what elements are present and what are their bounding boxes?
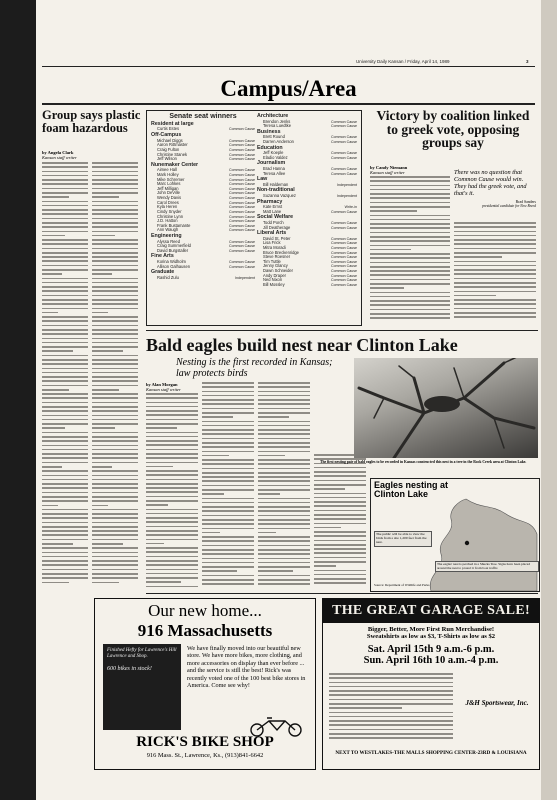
- senate-name: Matt Lane: [263, 208, 282, 214]
- senate-name: Michael Diggs: [157, 137, 183, 143]
- header-rule: [42, 66, 535, 67]
- bike-shop-address: 916 Mass. St., Lawrence, Ks., (913)841-6642: [146, 752, 264, 759]
- eagle-nest-photo: [354, 358, 538, 458]
- senate-name: David Burgstaller: [157, 247, 189, 253]
- senate-category: Pharmacy: [257, 198, 283, 205]
- senate-name: Teresa Luedtke: [263, 123, 291, 129]
- senate-name: Andy Draper: [263, 272, 286, 278]
- garage-date1: Sat. April 15th 9 a.m.-6 p.m.: [367, 644, 495, 655]
- senate-party: Common Cause: [331, 236, 357, 241]
- senate-category: Non-traditional: [257, 187, 295, 194]
- senate-name: Jeff Milligan: [157, 185, 179, 191]
- senate-party: Common Cause: [229, 205, 255, 210]
- senate-row: [257, 194, 357, 199]
- senate-party: Common Cause: [331, 241, 357, 246]
- garage-tag1: Bigger, Better, More First Run Merchandise!: [367, 626, 495, 633]
- senate-party: Common Cause: [229, 248, 255, 253]
- victory-pullquote: [454, 170, 536, 208]
- senate-name: Korina Widholm: [157, 259, 186, 265]
- senate-name: Brendon Jenks: [263, 118, 291, 124]
- senate-party: Common Cause: [331, 220, 357, 225]
- senate-party: Common Cause: [229, 182, 255, 187]
- senate-name: Carol Drees: [157, 199, 179, 205]
- ads-top-rule: [146, 593, 538, 594]
- senate-party: Common Cause: [229, 127, 255, 132]
- senate-party: Common Cause: [331, 119, 357, 124]
- eagle-body-col4: [314, 454, 366, 591]
- pullquote-name: Brad Sanders: [515, 199, 536, 204]
- senate-party: Common Cause: [229, 172, 255, 177]
- senate-party: Common Cause: [229, 147, 255, 152]
- senate-name: Brad Hanna: [263, 165, 285, 171]
- senate-name: Todd Porch: [263, 219, 284, 225]
- senate-party: Common Cause: [331, 273, 357, 278]
- senate-name: Bruce Breckenridge: [263, 249, 299, 255]
- senate-party: Common Cause: [229, 157, 255, 162]
- senate-name: Mitra Moradi: [263, 244, 286, 250]
- garage-sale-ad: [322, 598, 540, 770]
- senate-row: [151, 276, 255, 281]
- bike-flyer-sub: 600 bikes in stock!: [107, 665, 152, 672]
- senate-name: John DeVille: [157, 190, 180, 196]
- senate-name: David St. Peter: [263, 235, 291, 241]
- victory-body-col1: [370, 176, 450, 324]
- senate-name: Ned Nixon: [263, 277, 283, 283]
- senate-name: Tim Tuttle: [263, 258, 281, 264]
- eagle-byline: by Alan Morgan Kansan staff writer: [146, 382, 181, 393]
- senate-name: Craig Summerfield: [157, 243, 191, 249]
- senate-party: Common Cause: [229, 228, 255, 233]
- senate-row: [257, 172, 357, 177]
- senate-name: Suzanna Vazquez: [263, 192, 296, 198]
- senate-name: Christine Lynn: [157, 213, 184, 219]
- senate-name: Jill Deatherage: [263, 224, 291, 230]
- senate-party: Common Cause: [229, 200, 255, 205]
- senate-name: Marc Lohkes: [157, 181, 181, 187]
- map-title: Eagles nesting at Clinton Lake: [374, 480, 449, 500]
- garage-brand: J&H Sportswear, Inc.: [465, 699, 529, 707]
- page-edge: [541, 0, 557, 800]
- senate-party: Common Cause: [229, 152, 255, 157]
- senate-category: Fine Arts: [151, 253, 174, 260]
- map-note-viewing: The public will be able to view the birds from a site 1,200 feet from the nest.: [374, 531, 432, 547]
- eagle-map: [370, 478, 540, 592]
- section-title: Campus/Area: [220, 76, 357, 101]
- group-body-col2: [92, 162, 138, 590]
- senate-party: Common Cause: [331, 209, 357, 214]
- senate-name: Steve Roesner: [263, 254, 291, 260]
- senate-name: Christine Stanek: [157, 151, 188, 157]
- garage-body: [329, 673, 453, 743]
- senate-party: Write-in: [344, 205, 357, 210]
- bike-ad-headline1: Our new home...: [148, 601, 262, 620]
- senate-party: Common Cause: [331, 135, 357, 140]
- eagle-headline: Bald eagles build nest near Clinton Lake: [146, 335, 458, 355]
- pullquote-role: presidential candidate for New Breed: [482, 203, 536, 208]
- senate-category: Law: [257, 176, 268, 183]
- senate-name: Kate Ernst: [263, 204, 283, 210]
- garage-footer: NEXT TO WESTLAKES-THE MALLS SHOPPING CENTER-23RD & LOUISIANA: [335, 750, 527, 756]
- senate-category: Off-Campus: [151, 132, 182, 139]
- senate-row: [257, 283, 357, 288]
- senate-name: Allison Galhausen: [157, 263, 190, 269]
- senate-name: Alyssa Reed: [157, 238, 180, 244]
- senate-name: Darren Anderson: [263, 138, 294, 144]
- senate-party: Common Cause: [331, 264, 357, 269]
- senate-party: Common Cause: [331, 171, 357, 176]
- senate-party: Common Cause: [229, 209, 255, 214]
- senate-party: Common Cause: [331, 124, 357, 129]
- senate-category: Nunemaker Center: [151, 161, 199, 168]
- senate-party: Common Cause: [229, 143, 255, 148]
- senate-party: Independent: [235, 275, 255, 280]
- senate-name: Mike Schremer: [157, 176, 185, 182]
- senate-party: Common Cause: [331, 166, 357, 171]
- senate-name: Rashid Zulu: [157, 274, 179, 280]
- bike-ad-body: We have finally moved into our beautiful new store. We have more bikes, more clothing, and more accessories on display than ever before ... and the service is still the best! Rick's was recently voted one of the 100 best bike stores in America. Come see why!: [187, 645, 306, 690]
- pullquote-text: There was no question that Common Cause would win. They had the greek vote, and that's it.: [454, 169, 527, 197]
- senate-party: Common Cause: [229, 244, 255, 249]
- senate-party: Common Cause: [331, 139, 357, 144]
- senate-left-col: [151, 113, 255, 280]
- victory-byline: by Candy Niemann Kansan staff writer: [370, 165, 408, 176]
- senate-name: Teresa Allee: [263, 170, 286, 176]
- bike-ad-headline2: 916 Massachusetts: [137, 621, 273, 640]
- senate-name: J.D. Hatton: [157, 218, 178, 224]
- paper-info: University Daily Kansan / Friday, April 14, 1989: [356, 59, 450, 64]
- senate-name: Aaron Rittmaster: [157, 142, 188, 148]
- senate-category: Business: [257, 128, 281, 135]
- senate-category: Engineering: [151, 233, 182, 240]
- senate-party: Common Cause: [331, 151, 357, 156]
- eagle-photo-caption: The first nesting pair of bald eagles to be recorded in Kansas constructed this nest in a tree in the Rock Creek area at Clinton Lake.: [320, 460, 527, 464]
- senate-name: Cindy Snyder: [157, 208, 182, 214]
- group-headline: Group says plastic foam hazardous: [42, 108, 141, 135]
- senate-party: Common Cause: [229, 168, 255, 173]
- senate-category: Liberal Arts: [257, 230, 287, 237]
- map-source: Source: Department of Wildlife and Parks: [374, 583, 430, 587]
- garage-tag2: Sweatshirts as low as $3, T-Shirts as low as $2: [366, 633, 496, 640]
- senate-category: Journalism: [257, 160, 286, 167]
- senate-party: Common Cause: [229, 260, 255, 265]
- senate-category: Graduate: [151, 269, 175, 276]
- senate-name: Eladio Valdez: [263, 154, 288, 160]
- senate-party: Common Cause: [331, 225, 357, 230]
- eagle-body-col2: [202, 382, 254, 591]
- senate-name: Jenny Glancy: [263, 263, 288, 269]
- senate-party: Common Cause: [331, 250, 357, 255]
- senate-right-col: [257, 113, 357, 288]
- eagle-deck: Nesting is the first recorded in Kansas; law protects birds: [176, 357, 333, 379]
- senate-title: Senate seat winners: [169, 113, 237, 120]
- eagle-top-rule: [146, 330, 538, 331]
- senate-party: Common Cause: [229, 191, 255, 196]
- senate-party: Common Cause: [229, 264, 255, 269]
- group-byline: by Angela Clark Kansan staff writer: [42, 150, 77, 161]
- map-note-nest: The eagles' nest is perched in a Shucks Tree. Signs have been placed around the nest to protect it from boat traffic.: [435, 561, 539, 572]
- senate-name: Mark Holley: [157, 171, 179, 177]
- garage-date2: Sun. April 16th 10 a.m.-4 p.m.: [363, 655, 499, 666]
- eagle-body-col1: [146, 393, 198, 591]
- senate-name: Brett Round: [263, 134, 285, 140]
- senate-party: Common Cause: [331, 245, 357, 250]
- senate-category: Resident at large: [151, 120, 194, 127]
- senate-name: Aimee Hall: [157, 167, 177, 173]
- senate-category: Education: [257, 144, 283, 151]
- senate-name: Kyla Heren: [157, 204, 178, 210]
- page-number: 3: [526, 59, 529, 64]
- senate-party: Common Cause: [229, 239, 255, 244]
- senate-name: Lisa Frick: [263, 240, 281, 246]
- senate-party: Common Cause: [229, 186, 255, 191]
- victory-headline: Victory by coalition linked to greek vote, opposing groups say: [376, 108, 530, 150]
- senate-name: Frank Bustamante: [157, 222, 191, 228]
- senate-party: Common Cause: [229, 196, 255, 201]
- senate-party: Common Cause: [229, 214, 255, 219]
- newspaper-page: [36, 0, 541, 800]
- section-rule: [42, 103, 535, 105]
- senate-box: [146, 110, 362, 326]
- garage-headline: THE GREAT GARAGE SALE!: [323, 599, 539, 623]
- senate-name: Jeff Wilson: [157, 156, 177, 162]
- senate-category: Architecture: [257, 113, 289, 119]
- bike-flyer-text: Finished Hefty for Lawrence's Hill Lawrence and Shop.: [107, 648, 177, 659]
- senate-party: Common Cause: [229, 138, 255, 143]
- senate-party: Independent: [337, 193, 357, 198]
- senate-party: Common Cause: [331, 255, 357, 260]
- senate-name: Wendy Davis: [157, 195, 182, 201]
- senate-party: Common Cause: [229, 177, 255, 182]
- senate-party: Common Cause: [331, 282, 357, 287]
- victory-body-col2: [454, 222, 536, 324]
- group-body-col1: [42, 162, 88, 590]
- senate-party: Common Cause: [331, 278, 357, 283]
- eagle-body-col3: [258, 382, 310, 591]
- senate-name: Bill Mossley: [263, 281, 285, 287]
- senate-party: Common Cause: [229, 219, 255, 224]
- senate-name: Jeff Koeple: [263, 150, 284, 156]
- bike-shop-ad: [94, 598, 316, 770]
- tree-branches-svg: [354, 358, 538, 458]
- senate-party: Independent: [337, 182, 357, 187]
- senate-name: Curtis Estes: [157, 126, 180, 132]
- senate-row: [257, 140, 357, 145]
- senate-party: Common Cause: [229, 223, 255, 228]
- senate-category: Social Welfare: [257, 214, 294, 221]
- senate-party: Common Cause: [331, 259, 357, 264]
- bike-flyer: [103, 644, 181, 730]
- bike-shop-name: RICK'S BIKE SHOP: [136, 734, 274, 750]
- senate-name: Ann Waugh: [157, 227, 179, 233]
- senate-name: Dawn Schneider: [263, 268, 294, 274]
- senate-name: Bill Haldeman: [263, 181, 289, 187]
- senate-name: Craig Fulton: [157, 146, 180, 152]
- senate-party: Common Cause: [331, 155, 357, 160]
- senate-party: Common Cause: [331, 269, 357, 274]
